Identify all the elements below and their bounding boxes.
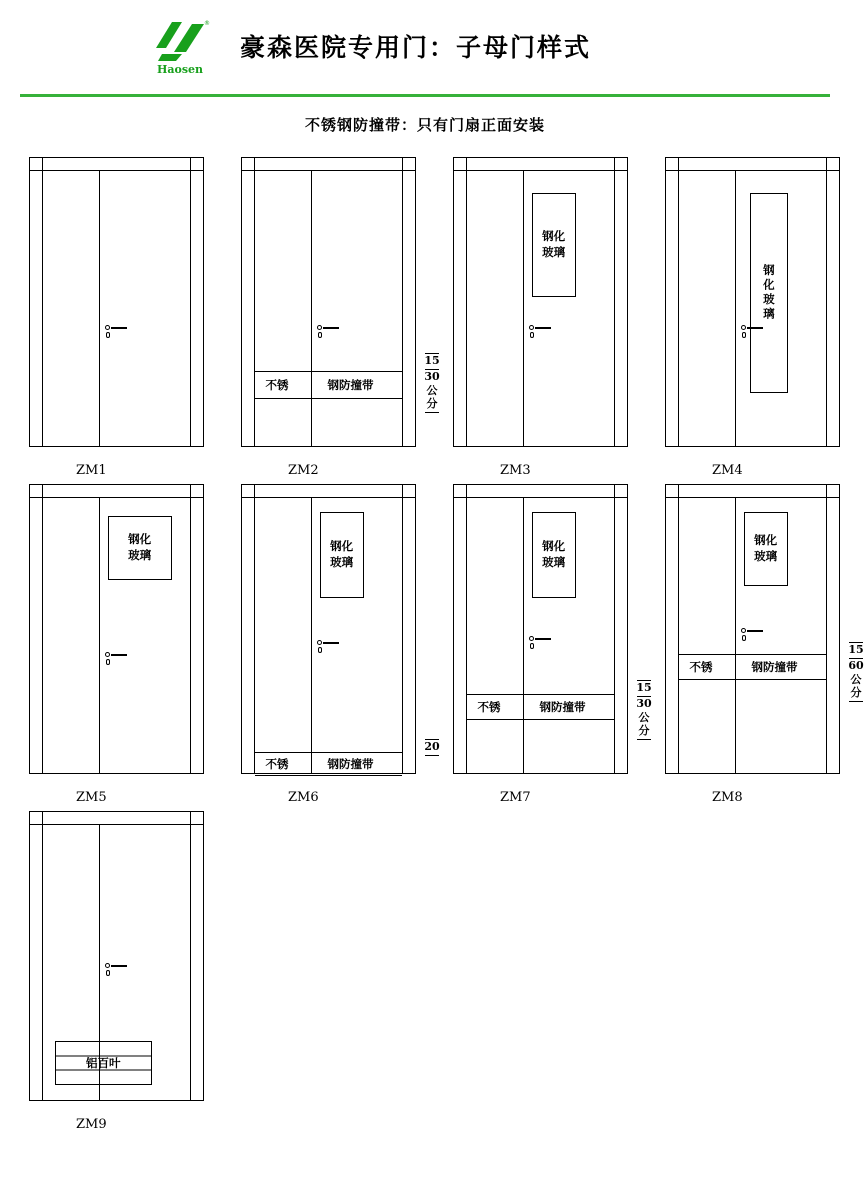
frame-jamb-right — [614, 158, 627, 446]
dim-value-bottom: 60 — [848, 658, 864, 672]
frame-head — [454, 158, 627, 171]
frame-head — [242, 485, 415, 498]
door-handle-icon — [741, 628, 763, 642]
leaf-divider — [311, 171, 312, 446]
frame-head — [666, 485, 839, 498]
anti-collision-band — [467, 694, 614, 720]
band-label-left: 不锈 — [689, 660, 713, 674]
glass-label-line2: 玻璃 — [128, 548, 152, 562]
door-drawing-zm4 — [650, 157, 848, 457]
door-row — [0, 484, 864, 805]
door-leaf-area — [679, 498, 826, 773]
registered-mark-icon: ® — [204, 20, 210, 27]
frame-jamb-left — [30, 158, 43, 446]
subtitle: 不锈钢防撞带：只有门扇正面安装 — [304, 116, 545, 134]
door-caption: ZM3 — [500, 463, 531, 478]
band-label-left: 不锈 — [265, 378, 289, 392]
leaf-divider — [735, 498, 736, 773]
door-caption: ZM4 — [712, 463, 743, 478]
frame-jamb-left — [30, 812, 43, 1100]
door-handle-icon — [317, 640, 339, 654]
anti-collision-band — [679, 654, 826, 680]
glass-label-line2: 玻璃 — [542, 245, 566, 259]
door-cell-zm2 — [226, 157, 440, 478]
door-caption: ZM8 — [712, 790, 743, 805]
frame-jamb-left — [242, 485, 255, 773]
door-frame — [241, 484, 416, 774]
door-leaf-area — [43, 825, 190, 1100]
glass-panel: 钢化玻璃 — [750, 193, 788, 393]
glass-label-line2: 玻璃 — [542, 555, 566, 569]
glass-label-line2: 玻璃 — [330, 555, 354, 569]
door-handle-icon — [317, 325, 339, 339]
anti-collision-band — [255, 752, 402, 776]
door-cell-zm4 — [650, 157, 848, 478]
leaf-divider — [99, 498, 100, 773]
door-frame — [29, 157, 204, 447]
door-row — [0, 811, 850, 1132]
frame-jamb-left — [454, 158, 467, 446]
door-frame — [453, 484, 628, 774]
door-drawing-zm3 — [438, 157, 636, 457]
frame-jamb-left — [666, 485, 679, 773]
door-drawing-zm6 — [226, 484, 440, 784]
page-title: 豪森医院专用门：子母门样式 — [240, 33, 592, 62]
door-frame — [29, 484, 204, 774]
door-caption: ZM7 — [500, 790, 531, 805]
door-cell-zm9 — [14, 811, 212, 1132]
frame-jamb-left — [454, 485, 467, 773]
door-leaf-area — [255, 498, 402, 773]
dim-unit: 公分 — [638, 711, 650, 737]
glass-label-line1: 钢化 — [542, 539, 566, 554]
door-leaf-area — [255, 171, 402, 446]
band-label-left: 不锈 — [265, 757, 289, 771]
dim-value-bottom: 30 — [424, 369, 440, 383]
door-leaf-area — [467, 498, 614, 773]
dim-value-bottom: 30 — [636, 696, 652, 710]
frame-jamb-right — [190, 158, 203, 446]
dim-unit: 公分 — [850, 673, 862, 699]
leaf-divider — [523, 171, 524, 446]
door-cell-zm7 — [438, 484, 652, 805]
door-caption: ZM2 — [288, 463, 319, 478]
band-label-left: 不锈 — [477, 700, 501, 714]
dim-tick — [849, 701, 863, 702]
door-frame — [665, 157, 840, 447]
dim-value-top: 15 — [848, 643, 864, 656]
door-drawing-zm9 — [14, 811, 212, 1111]
band-label-right: 钢防撞带 — [327, 378, 374, 392]
frame-jamb-right — [190, 812, 203, 1100]
door-handle-icon — [529, 636, 551, 650]
door-cell-zm5 — [14, 484, 212, 805]
door-cell-zm6 — [226, 484, 440, 805]
door-cell-zm3 — [438, 157, 636, 478]
door-drawing-zm8 — [650, 484, 864, 784]
dim-unit: 公分 — [426, 384, 438, 410]
glass-panel — [108, 516, 172, 580]
door-leaf-area — [43, 498, 190, 773]
page-header — [0, 0, 850, 92]
frame-jamb-right — [190, 485, 203, 773]
door-drawing-zm5 — [14, 484, 212, 784]
logo-wordmark: Haosen — [156, 63, 204, 76]
door-grid — [0, 157, 864, 1132]
door-handle-icon — [105, 963, 127, 977]
frame-jamb-left — [242, 158, 255, 446]
frame-jamb-right — [402, 158, 415, 446]
frame-jamb-right — [826, 158, 839, 446]
door-handle-icon — [105, 325, 127, 339]
door-frame — [665, 484, 840, 774]
door-drawing-zm7 — [438, 484, 652, 784]
glass-panel — [532, 512, 576, 598]
glass-panel — [744, 512, 788, 586]
door-handle-icon — [529, 325, 551, 339]
frame-jamb-left — [30, 485, 43, 773]
band-label-right: 钢防撞带 — [539, 700, 586, 714]
frame-head — [30, 812, 203, 825]
band-label-right: 钢防撞带 — [327, 757, 374, 771]
leaf-divider — [99, 171, 100, 446]
glass-label-line1: 钢化 — [542, 229, 566, 244]
frame-jamb-right — [402, 485, 415, 773]
dimension-annotation — [846, 642, 866, 702]
louver-panel: 铝百叶 — [55, 1041, 152, 1085]
glass-label-line1: 钢化 — [128, 532, 152, 547]
door-frame — [241, 157, 416, 447]
frame-head — [242, 158, 415, 171]
door-frame — [453, 157, 628, 447]
frame-head — [454, 485, 627, 498]
frame-jamb-left — [666, 158, 679, 446]
glass-label-line1: 钢化 — [330, 539, 354, 554]
door-leaf-area — [43, 171, 190, 446]
glass-panel — [532, 193, 576, 297]
leaf-divider — [311, 498, 312, 773]
frame-head — [30, 158, 203, 171]
door-handle-icon — [105, 652, 127, 666]
logo-mark-icon — [152, 18, 208, 62]
door-handle-icon — [741, 325, 763, 339]
door-cell-zm8 — [650, 484, 864, 805]
frame-jamb-right — [614, 485, 627, 773]
dim-tick — [425, 412, 439, 413]
door-leaf-area — [679, 171, 826, 446]
dim-value-top: 15 — [424, 354, 440, 367]
door-caption: ZM5 — [76, 790, 107, 805]
door-caption: ZM6 — [288, 790, 319, 805]
dim-tick — [425, 755, 439, 756]
glass-label-line1: 钢化 — [754, 533, 778, 548]
door-caption: ZM9 — [76, 1117, 107, 1132]
door-leaf-area — [467, 171, 614, 446]
door-cell-zm1 — [14, 157, 212, 478]
door-caption: ZM1 — [76, 463, 107, 478]
frame-head — [30, 485, 203, 498]
company-logo — [145, 12, 215, 82]
glass-label-line2: 玻璃 — [754, 549, 778, 563]
leaf-divider — [523, 498, 524, 773]
door-row — [0, 157, 850, 478]
dim-tick — [637, 739, 651, 740]
frame-jamb-right — [826, 485, 839, 773]
dim-value-top: 20 — [424, 740, 440, 753]
header-divider — [20, 94, 830, 97]
door-frame — [29, 811, 204, 1101]
door-drawing-zm1 — [14, 157, 212, 457]
frame-head — [666, 158, 839, 171]
door-drawing-zm2 — [226, 157, 440, 457]
band-label-right: 钢防撞带 — [751, 660, 798, 674]
dim-value-top: 15 — [636, 681, 652, 694]
leaf-divider — [735, 171, 736, 446]
glass-panel — [320, 512, 364, 598]
anti-collision-band — [255, 371, 402, 399]
